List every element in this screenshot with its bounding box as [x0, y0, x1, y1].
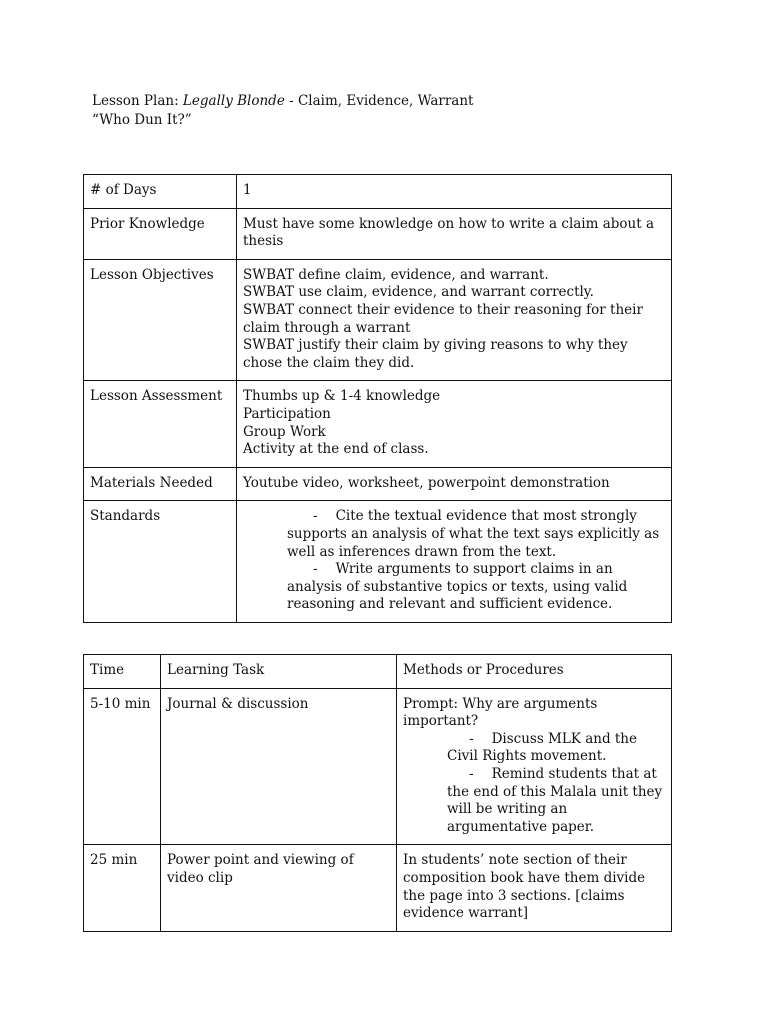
- lesson-subtitle: “Who Dun It?”: [92, 112, 192, 128]
- table-row: [84, 259, 672, 381]
- procedure-item: [403, 766, 665, 836]
- standards-label: Standards: [84, 501, 237, 623]
- lesson-info-table: [83, 174, 672, 623]
- table-header-row: [84, 655, 672, 689]
- table-row: [84, 175, 672, 209]
- title-suffix: - Claim, Evidence, Warrant: [284, 93, 474, 109]
- row-time: 25 min: [84, 845, 161, 931]
- table-row: [84, 688, 672, 845]
- standards-value: [237, 501, 672, 623]
- header-time: Time: [84, 655, 161, 689]
- header-methods: Methods or Procedures: [397, 655, 672, 689]
- table-row: [84, 501, 672, 623]
- standard-item: [243, 561, 661, 614]
- days-value: 1: [237, 175, 672, 209]
- standard-text: Cite the textual evidence that most strongly supports an analysis of what the text says explicitly as well as inferences drawn from the text.: [287, 508, 660, 560]
- assessment-item: Participation: [243, 405, 331, 422]
- bullet-dash: -: [469, 765, 474, 782]
- materials-label: Materials Needed: [84, 467, 237, 501]
- standard-item: [243, 508, 661, 561]
- days-label: # of Days: [84, 175, 237, 209]
- objective-item: SWBAT justify their claim by giving reasons to why they chose the claim they did.: [243, 337, 628, 371]
- materials-value: Youtube video, worksheet, powerpoint demonstration: [237, 467, 672, 501]
- header-learning-task: Learning Task: [161, 655, 397, 689]
- document-heading: [92, 92, 473, 130]
- row-task: Journal & discussion: [161, 688, 397, 845]
- bullet-dash: -: [313, 508, 318, 525]
- row-methods: In students’ note section of their composition book have them divide the page into 3 sections. [claims evidence warrant]: [397, 845, 672, 931]
- objectives-label: Lesson Objectives: [84, 259, 237, 381]
- row-time: 5-10 min: [84, 688, 161, 845]
- lesson-plan-title: [92, 92, 473, 111]
- assessment-value: [237, 381, 672, 467]
- bullet-dash: -: [313, 561, 318, 578]
- film-title: Legally Blonde: [182, 93, 285, 109]
- prompt-text: Prompt: Why are arguments important?: [403, 695, 598, 730]
- procedure-text: Discuss MLK and the Civil Rights movement.: [447, 730, 637, 765]
- procedure-item: [403, 731, 665, 766]
- assessment-item: Group Work: [243, 423, 326, 440]
- bullet-dash: -: [469, 730, 474, 747]
- table-row: [84, 845, 672, 931]
- assessment-item: Thumbs up & 1-4 knowledge: [243, 388, 441, 405]
- assessment-item: Activity at the end of class.: [243, 441, 429, 458]
- procedure-text: Remind students that at the end of this Malala unit they will be writing an argumentative paper.: [447, 765, 663, 835]
- title-prefix: Lesson Plan:: [92, 93, 183, 109]
- prior-knowledge-value: Must have some knowledge on how to write a claim about a thesis: [237, 208, 672, 259]
- objective-item: SWBAT use claim, evidence, and warrant correctly.: [243, 284, 594, 301]
- table-row: [84, 381, 672, 467]
- row-methods: [397, 688, 672, 845]
- assessment-label: Lesson Assessment: [84, 381, 237, 467]
- table-row: [84, 467, 672, 501]
- standard-text: Write arguments to support claims in an analysis of substantive topics or texts, using valid reasoning and relevant and sufficient evidence.: [287, 561, 628, 613]
- objective-item: SWBAT connect their evidence to their reasoning for their claim through a warrant: [243, 301, 643, 336]
- prior-knowledge-label: Prior Knowledge: [84, 208, 237, 259]
- table-row: [84, 208, 672, 259]
- lesson-schedule-table: [83, 654, 672, 932]
- row-task: Power point and viewing of video clip: [161, 845, 397, 931]
- objective-item: SWBAT define claim, evidence, and warrant.: [243, 266, 549, 283]
- objectives-value: [237, 259, 672, 381]
